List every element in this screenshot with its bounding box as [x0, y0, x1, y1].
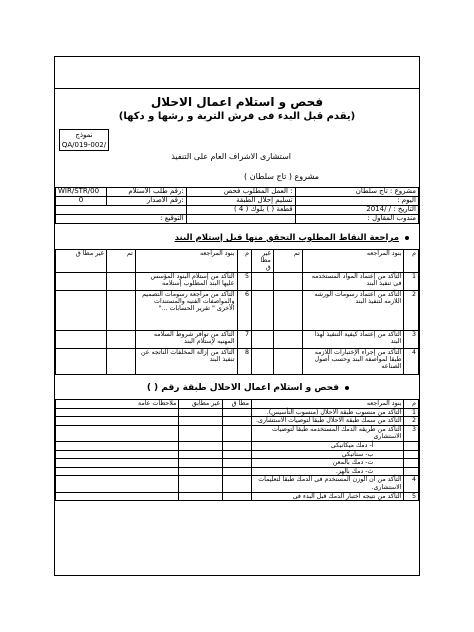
check-item: التأكد من إعتماد كيفية التنفيذ لهذا البند [302, 330, 404, 348]
row-number: 4 [404, 476, 419, 492]
no-cell[interactable] [179, 492, 223, 501]
col-ok: مطا ق [222, 400, 251, 409]
col-notes: ملاحظات عامة [56, 400, 179, 409]
no-cell[interactable] [179, 425, 223, 441]
col-no: غير مطا ق [56, 250, 107, 273]
check-subitem: ث- دمك بالهز. [252, 467, 404, 476]
col-ok: تم [273, 250, 302, 273]
no-cell[interactable] [56, 330, 107, 348]
section1-title: مراجعة النقاط المطلوب التحقق منها قبل إستلام البند [175, 233, 409, 243]
ok-cell[interactable] [222, 467, 251, 476]
precheck-table [55, 249, 419, 375]
row-number: 7 [237, 330, 252, 348]
no-cell[interactable] [179, 450, 223, 459]
no-cell[interactable] [252, 348, 274, 374]
row-number: 2 [404, 417, 419, 426]
no-cell[interactable] [56, 290, 107, 330]
no-cell[interactable] [252, 272, 274, 290]
no-cell[interactable] [179, 467, 223, 476]
row-number [404, 459, 419, 468]
notes-cell[interactable] [56, 408, 179, 417]
info-table [55, 187, 419, 224]
check-item: التأكد من سمك طبقة الاحلال طبقا لتوصيات الاستشارى. [252, 417, 404, 426]
form-code: QA/019-002/ [61, 141, 107, 149]
col-ok: تم [106, 250, 135, 273]
ok-cell[interactable] [273, 330, 302, 348]
ok-cell[interactable] [222, 492, 251, 501]
ok-cell[interactable] [222, 425, 251, 441]
row-number [404, 450, 419, 459]
row-number: 2 [404, 290, 419, 330]
ok-cell[interactable] [222, 476, 251, 492]
notes-cell[interactable] [56, 467, 179, 476]
form-code-box [59, 129, 109, 151]
row-number: 1 [404, 408, 419, 417]
check-item: التأكد من توافر شروط السلامه المهنيه لإستلام البند [135, 330, 237, 348]
ok-cell[interactable] [273, 290, 302, 330]
row-number: 6 [237, 290, 252, 330]
col-item: بنود المراجعه [302, 250, 404, 273]
ok-cell[interactable] [273, 348, 302, 374]
col-no: غير مطا ق [252, 250, 274, 273]
notes-cell[interactable] [56, 492, 179, 501]
empty-cell [186, 215, 295, 224]
layer-delivery-cell: تسليم إحلال الطبقة [186, 197, 295, 206]
header-blank-row [55, 57, 419, 89]
project-cell: مشروع : تاج سلطان [295, 188, 418, 197]
ok-cell[interactable] [222, 450, 251, 459]
date-cell[interactable]: التاريخ : / /2014 [295, 206, 418, 215]
check-subitem: ت- دمك بالمعن [252, 459, 404, 468]
work-required-cell: : العمل المطلوب فحص [186, 188, 295, 197]
check-item: التأكد من اعتماد رسومات الورشه اللازمه لتنفيذ البند [302, 290, 404, 330]
col-no: غير مطابق [179, 400, 223, 409]
project-label: مشروع ( تاج سلطان ) [244, 172, 319, 181]
check-subitem: ب- ستاتيكى [252, 450, 404, 459]
consultant-label: استشارى الاشراف العام على التنفيذ [171, 152, 291, 161]
plot-block-cell[interactable]: قطعة ( ) بلوك ( 4 ) [186, 206, 295, 215]
ok-cell[interactable] [106, 348, 135, 374]
col-m: م [237, 250, 252, 273]
notes-cell[interactable] [56, 425, 179, 441]
ok-cell[interactable] [222, 408, 251, 417]
no-cell[interactable] [179, 459, 223, 468]
check-subitem: أ- دمك ميكانيكى [252, 441, 404, 450]
check-item: التأكد من منسوب طبقة الاحلال (منسوب التأسيس). [252, 408, 404, 417]
row-number: 3 [404, 330, 419, 348]
no-cell[interactable] [179, 417, 223, 426]
ok-cell[interactable] [106, 330, 135, 348]
notes-cell[interactable] [56, 459, 179, 468]
col-item: بنود المراجعه [252, 400, 404, 409]
col-m: م [404, 250, 419, 273]
issue-number-value[interactable]: 0 [56, 197, 107, 206]
check-item: التأكد من إستلام البنود المؤسس عليها البند المطلوب إستلامه [135, 272, 237, 290]
form-subtitle: (يقدم قبل البدء فى فرش التربة و رشها و دكها) [118, 111, 356, 122]
check-item: التأكد من إزالة المخلفات الناتجه عن تنفيذ البند [135, 348, 237, 374]
col-item: بنود المراجعه [135, 250, 237, 273]
issue-number-label: :رقم الاصدار [106, 197, 186, 206]
request-number-value[interactable]: WIR/STR/00 [56, 188, 107, 197]
row-number [404, 441, 419, 450]
ok-cell[interactable] [106, 272, 135, 290]
form-title: فحص و استلام اعمال الاحلال [150, 95, 324, 109]
form-label: نموذج [75, 131, 93, 139]
form-page [54, 56, 420, 576]
row-number: 1 [404, 272, 419, 290]
no-cell[interactable] [252, 290, 274, 330]
col-m: م [404, 400, 419, 409]
check-item: التأكد من مراجعة رسومات التصميم والمواصفات الفنيه والمستندات الأخرى " تقرير الحسابات ..." [135, 290, 237, 330]
no-cell[interactable] [179, 441, 223, 450]
section2-title: فحص و استلام اعمال الاحلال طبقة رقم ( ) [147, 383, 349, 393]
contractor-rep-cell[interactable]: مندوب المقاول : [295, 215, 418, 224]
no-cell[interactable] [56, 272, 107, 290]
no-cell[interactable] [252, 330, 274, 348]
ok-cell[interactable] [222, 441, 251, 450]
request-number-label: :رقم طلب الاستلام [106, 188, 186, 197]
row-number: 3 [404, 425, 419, 441]
bullet-icon [405, 236, 409, 240]
row-number [404, 467, 419, 476]
check-item: التأكد من نتيجه اختبار الدمك قبل البدء فى [252, 492, 404, 501]
row-number: 5 [237, 272, 252, 290]
notes-cell[interactable] [56, 417, 179, 426]
row-number: 5 [404, 492, 419, 501]
bullet-icon [345, 386, 349, 390]
layer-check-table [55, 399, 419, 501]
ok-cell[interactable] [222, 417, 251, 426]
check-item: التأكد من ان الوزن المستخدم فى الدمك طبقا لتعليمات الاستشارى. [252, 476, 404, 492]
signature-cell[interactable]: التوقيع : [56, 215, 187, 224]
check-item: التأكد من طريقه الدمك المستخدمه طبقا لتوصيات الاستشارى [252, 425, 404, 441]
day-cell[interactable]: اليوم : [295, 197, 418, 206]
ok-cell[interactable] [106, 290, 135, 330]
ok-cell[interactable] [222, 459, 251, 468]
check-item: التأكد من إجراء الإختبارات اللازمه طبقا لمواصفة البند وحسب أصول الصناعه [302, 348, 404, 374]
notes-cell[interactable] [56, 441, 179, 450]
row-number: 4 [404, 348, 419, 374]
check-item: التأكد من إعتماد المواد المستخدمه فى تنفيذ البند [302, 272, 404, 290]
notes-cell[interactable] [56, 450, 179, 459]
no-cell[interactable] [56, 348, 107, 374]
notes-cell[interactable] [56, 476, 179, 492]
no-cell[interactable] [179, 408, 223, 417]
ok-cell[interactable] [273, 272, 302, 290]
row-number: 8 [237, 348, 252, 374]
no-cell[interactable] [179, 476, 223, 492]
